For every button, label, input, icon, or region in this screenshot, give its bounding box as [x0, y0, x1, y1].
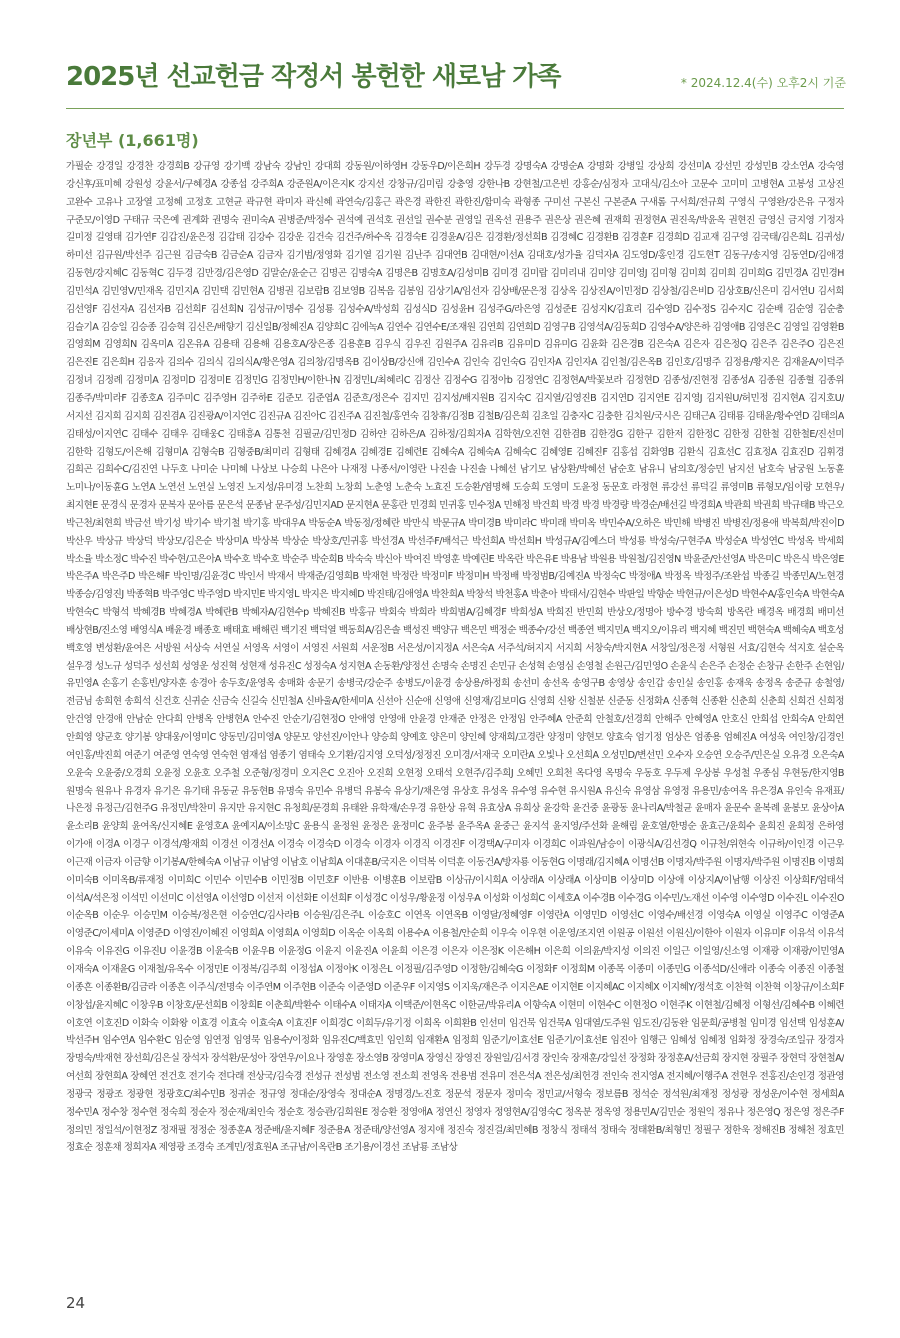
date-note: * 2024.12.4(수) 오후2시 기준	[680, 76, 846, 90]
section-title: 장년부 (1,661명)	[66, 131, 199, 150]
title-divider	[66, 108, 844, 109]
page-header	[66, 56, 846, 100]
page-title: 2025년 선교헌금 작정서 봉헌한 새로남 가족	[66, 62, 561, 92]
name-list: 가필순 강경일 강경찬 강경희B 강규영 강기백 강남숙 강남인 강대희 강동원/이하영H 강동우D/이은희H 강두경 강명숙A 강명순A 강명화 강병일 강상희 강선미A 강선민 강성민B 강소연A 강숙영 강신후/표미혜 강원성 강윤서/구혜경A 강종섭 강주희A 강준원A/이은지K 강지선 강창규/김미림 강충영 강한나B 강현철/고은빈 강홍순/심정자 고대식/김소아 고문수 고미미 고병현A 고봉성 고상진 고완수 고유나 고장열 고정혜 고정호 고현균 곽규현 곽미자 곽신혜 곽연숙/김홍근 곽은경 곽한진 곽한진/함미숙 곽형종 구미선 구본신 구본준A 구새롬 구서희/전규희 구영식 구영완/강은유 구정자 구준모/이영D 구태규 국은예 권계화 권명숙 권미숙A 권병준/박정수 권석예 권석호 권선일 권수분 권영일 권옥선 권용주 권은상 권은혜 권재희 권정현A 권진욱/박윤옥 권현진 금영신 금지영 기정자 길미정 길영태 김가연F 김갑진/윤은정 김갑태 김강수 김강운 김건숙 김건주/하수옥 김경숙E 김경윤A/김은 김경환/정선희B 김경혜C 김경환B 김경훈F 김경희D 김교재 김구영 김국태/김은희L 김귀성/하미선 김규원/박선주 김근원 김금숙B 김금순A 김금자 김기범/정영화 김기열 김기원 김난주 김대연B 김대현/이선A 김대호/성가율 김덕자A 김도영D/홍인경 김도현T 김동구/송지영 김동연D/김애경 김동현/강지혜C 김동혁C 김두경 김만경/김은영D 김말순/윤순근 김명곤 김명숙A 김명은B 김명호A/김성미B 김미경 김미랍 김미리내 김미양 김미영J 김미형 김미희 김미희 김미희G 김민경A 김민경H 김민석A 김민영V/민재옥 김민지A 김민택 김민현A 김병권 김보람B 김보영B 김복음 김봉임 김상기A/임선자 김상배/문은정 김상옥 김상진A/이민정D 김상철/김은비D 김상호B/신은미 김서연U 김서희 김선영F 김선자A 김선자B 김선희F 김선희N 김성규/이명수 김성룡 김성수A/박성희 김성식D 김성윤H 김성주G/라은영 김성준E 김성지K/김효리 김수영D 김수정S 김수지C 김순배 김순영 김순총 김슬기A 김승일 김승종 김승혁 김신은/배향기 김신일B/정혜진A 김양희C 김에녹A 김연수 김연수E/조재원 김연희 김연희D 김영구B 김영석A/김동희D 김영수A/양은하 김영애B 김영은C 김영일 김영환B 김영희M 김영희N 김옥미A 김온유A 김용태 김용해 김용호A/장은종 김용훈B 김우식 김우진 김원주A 김유리B 김유미D 김유미G 김윤화 김은경B 김은숙A 김은자 김은정Q 김은주 김은주O 김은진 김은진E 김은희H 김응자 김의수 김의식 김의식A/황은영A 김의창/김명옥B 김이상B/강신애 김인수A 김인숙 김인숙G 김인자A 김인자A 김인철/김은옥B 김인호/김명주 김정용/황지은 김재윤A/이덕주 김정녀 김정례 김정미A 김정미D 김정미E 김정민G 김정민H/이한나N 김정민L/최혜리C 김정산 김정수G 김정아b 김정연C 김정현A/박꽃보라 김정현D 김종성/진현정 김종성A 김종원 김종혈 김종위 김종주/박미라F 김종호A 김주미C 김주영H 김주하E 김준모 김준엽A 김준흐/정은수 김지민 김지성/배지원B 김지숙C 김지열/김영진B 김지연D 김지연E 김지영J 김지원U/허민정 김지현A 김지호U/서지선 김지희 김지희 김진겸A 김진광A/이지연C 김진규A 김진아C 김진주A 김진철/홍연숙 김창휴/김정B 김철B/김은희 김초일 김충자C 김충한 김치원/국시은 김태근A 김태룡 김태윤/황수연D 김태의A 김태성/이지연C 김태수 김태우 김태웅C 김태흥A 김통천 김필균/김민정D 김하얀 김하은/A 김하정/김희자A 김학현/오진현 김한겸B 김한경G 김한구 김한저 김한정C 김한정 김한철 김한철E/진선미 김한학 김형도/이은해 김형미A 김형숙B 김형중B/최미리 김형태 김혜경A 김혜경E 김혜련E 김혜숙A 김혜숙A 김혜숙C 김혜영E 김혜진F 김홍섭 김화영B 김환식 김효선C 김효정A 김효진D 김휘경 김희곤 김희수C/김진연 나두호 나미순 나미혜 나상보 나승희 나은아 나재정 나종서/이영란 나진솔 나진솔 나혜선 남기모 남상환/박혜선 남순호 남유니 남의호/정승민 남지선 남호숙 남궁원 노동휸 노미나/이동휸G 노연A 노연선 노연실 노영진 노지성/유미경 노찬희 노창희 노춘영 노춘숙 노효진 도승환/염명해 도승희 도영미 도윤정 동문호 라정현 류강선 류덕길 류영미B 류형모/임이랑 모현우/최지현E 문경식 문경자 문복자 문아름 문은석 문종남 문주성/김민지AD 문지현A 문홍란 민경희 민귀홍 민수정A 민해정 박건희 박경 박경 박경량 박경순/배선길 박경희A 박관희 박권희 박규태B 박근오 박근천/최현희 박금선 박기성 박기수 박기철 박기홍 박대우A 박동순A 박동정/정혜란 박만식 박문규A 박미경B 박미라C 박미래 박미옥 박민수A/오하은 박민해 박병진 박병진/정용애 박복희/박진이D 박산우 박상규 박상덕 박상모/김은순 박상미A 박상복 박상순 박상호/민귀홍 박선경A 박선주F/배석근 박선희A 박선희H 박성규A/김예스더 박성룡 박성숙/구현주A 박성순A 박성연C 박성옥 박세희 박소율 박소정C 박수진 박수현/고은아A 박수호 박수호 박순주 박순희B 박숙숙 박신아 박여진 박영훈 박예린E 박옥란 박은유E 박용남 박원용 박원철/김진영N 박윤준/안선영A 박은미C 박은식 박은영E 박은주A 박은주D 박은해F 박인명/김윤경C 박인서 박재서 박재준/김영희B 박재현 박정란 박정미F 박정미H 박정배 박정범B/김예진A 박정숙C 박정애A 박정옥 박정주/조완섭 박종길 박종민A/노현경 박종승/김영진J 박종혁B 박주영C 박주영D 박지민E 박지영L 박지은 박지혜D 박진태/김애영A 박찬희A 박창석 박천홍A 박춘아 박태서/김현수 박판일 박향순 박현규/이은성D 박현수A/홍인숙A 박현숙A 박현숙C 박형석 박혜경B 박혜경A 박혜란B 박혜자A/김현수p 박혜진B 박홍규 박회숙 박희라 박희범A/김혜경F 박희성A 박희진 반민희 반상오/정명아 방수경 방숙희 방옥란 배경옥 배경희 배미선 배상현B/진소영 배영식A 배윤경 배종호 배태효 배해린 백기진 백덕열 백동희A/김은솔 백성진 백양규 백은민 백정순 백종수/강선 백종연 백지민A 백지오/이유리 백지혜 백진민 백현숙A 백혜숙A 백호성 백호영 변성환/윤여은 서방원 서상숙 서연실 서영옥 서영이 서영진 서원희 서운정B 서은성/이지정A 서은숙A 서주석/허지지 서지희 서창숙/박지현A 서창일/정은정 서형원 서효/김현숙 석지호 설순옥 설우경 성노규 성덕주 성선희 성영운 성진혁 성현재 성유진C 성정숙A 성지현A 손동환/양정선 손명숙 손명진 손민규 손성혁 손영심 손영철 손원근/김민영O 손윤식 손은주 손정순 손창규 손한주 손현임/유민영A 손홍기 손홍빈/양자훈 송경아 송두호/윤영옥 송매화 송문기 송병국/강순주 송병도/이윤경 송상용/하정희 송선미 송선옥 송영구B 송영상 송인갑 송인실 송인홍 송재욱 송정옥 송준규 송철영/전금님 송희현 송희석 신건호 신귀순 신금숙 신길숙 신민철A 신바울A/한세미A 신선아 신순애 신영애 신영재/김보미G 신영희 신왕 신철분 신준동 신정화A 신종혁 신종환 신춘희 신춘희 신희건 신희정 안건영 안경애 안남순 안다희 안병옥 안병현A 안수진 안순기/김현정O 안애영 안영애 안윤경 안재준 안정은 안정임 안주혜A 안준희 안철호/선경희 안해주 안혜영A 안호신 안희섭 안희숙A 안희연 안희영 양군호 양기봉 양대웅/이영미C 양동민/김미영A 양문모 양선진/이안나 양승희 양예호 양은미 양인혜 양재희/고경란 양정미 양현모 양효숙 엄기정 엄상은 엄종용 엄혜진A 여성욱 여인창/김경인 여인홍/박진희 여준기 여준영 연숙영 연숙현 염재섭 염종기 염태숙 오기환/김지영 오덕성/정정진 오미경/서재국 오미란A 오빛나 오선희A 오성민D/변선민 오수자 오승연 오승주/민은실 오유경 오은숙A 오윤숙 오윤중/오경희 오윤정 오윤호 오주철 오준형/정경미 오지은C 오진아 오진희 오현정 오태석 오현주/김주희J 오혜민 오희천 옥다영 옥명숙 우동호 우두제 우상봉 우성철 우종심 우현동/한지영B 원명숙 원유나 유경자 유기은 유기태 유동균 유동현B 유명숙 유민수 유병덕 유봉숙 유상기/채은영 유상호 유성옥 유수영 유수현 유시원A 유신숙 유영삼 유영정 유용민/송여옥 유은경A 유인숙 유재표/나은정 유정근/김현주G 유정민/박찬미 유지만 유지현C 유청희/문경희 유태완 유학재/손우경 유한상 유혁 유효상A 유희상 윤강학 윤건중 윤광동 윤나리A/박철균 윤매자 윤문수 윤복례 윤봉모 윤상아A 윤소리B 윤양희 윤여옥/신지혜E 윤영호A 윤예지A/이소망C 윤용식 윤정원 윤정은 윤정미C 윤주봉 윤주옥A 윤중근 윤지석 윤지영/주선화 윤해림 윤호열/한명순 윤효근/윤희수 윤희진 윤희정 은하영 이가애 이경A 이경구 이경석/황재희 이경선 이경선A 이경숙 이경숙D 이경숙 이경자 이경직 이경진F 이경택A/구미자 이경희C 이과원/남승이 이광식A/김선경Q 이규천/위현숙 이규하/이인경 이근우 이근재 이금자 이금향 이기봉A/한혜숙A 이남규 이남영 이남호 이남희A 이대훈B/국지은 이덕복 이덕훈 이동건A/방자룡 이동현G 이명래/김지혜A 이명선B 이명자/박주원 이명자/박주원 이명진B 이명희 이미숙B 이미옥B/류재정 이미희C 이민수 이민수B 이민정B 이민호F 이반용 이병훈B 이보람B 이상규/이시희A 이상래A 이상래A 이상미B 이상미D 이상애 이상지A/이남행 이상진 이상희F/엄태석 이석A/석은정 이석민 이선미C 이선영A 이선영D 이선저 이선화E 이선희F 이성경C 이성우/황윤정 이성우A 이성화 이성희C 이세호A 이수경B 이수경G 이수민/노재선 이수영 이수영D 이수진L 이수진O 이순옥B 이순우 이승민M 이승복/정은현 이승연C/김사라B 이승원/김은주L 이승호C 이연옥 이연옥B 이영달/정혜영F 이영란A 이영민D 이영선C 이영수/배선경 이영숙A 이영실 이영주C 이영준A 이영준C/이세미A 이영준D 이영진/이혜진 이영희A 이영희A 이영희D 이옥순 이옥희 이용수A 이용철/안순희 이우숙 이우현 이운영/조지연 이원공 이원선 이원신/이한아 이원자 이유미F 이유석 이유석 이유숙 이유진G 이유진U 이윤경B 이윤숙B 이윤우B 이윤정G 이윤지 이윤진A 이윤희 이은경 이은자 이은정K 이은해H 이은희 이의윤/박지성 이의진 이일근 이일영/신소영 이재광 이재광/이민영A 이재숙A 이재윤G 이재철/유옥수 이정민E 이정복/김주희 이정섭A 이정아K 이정은L 이정필/김주영D 이정한/김혜숙G 이정화F 이정희M 이종목 이종미 이종민G 이종석D/신애라 이종숙 이종진 이종철 이종흔 이종환B/김금라 이종흔 이주식/전명숙 이주연M 이주현B 이준숙 이준영D 이준우F 이지영S 이지욱/재은주 이지은AE 이지현E 이지혜AC 이지혜X 이지혜Y/정석호 이찬혁 이찬혁 이창규/이소희F 이창섭/윤지혜C 이창우B 이창호/문선희B 이창희E 이춘희/박환수 이태수A 이태자A 이택준/이현옥C 이한균/박유리A 이향숙A 이현미 이현수C 이현정O 이현주K 이현철/김혜정 이형선/김혜수B 이혜련 이호연 이호진D 이화숙 이화왕 이효경 이효숙 이효숙A 이효진F 이희경C 이희두/유기정 이희옥 이희환B 인선미 임건묵 임건묵A 임대열/도주원 임도진/김동완 임문희/공병철 임미경 임선택 임성훈A/박선주H 임수연A 임수환C 임순영 임연정 임영묵 임용수/이정화 임유진C/백효민 임인희 임재환A 임정희 임준기/이효선E 임준기/이효선E 임진아 임행근 임혜성 임혜정 임화정 장경숙/조일규 장경자 장명숙/박재현 장선희/김은실 장석자 장석환/문성아 장연우/이요나 장영훈 장소영B 장영미A 장영신 장영진 장원일/김서경 장인숙 장재훈/강일선 장정화 장정훈A/선금희 장지현 장필주 장현덕 장현철A/여선희 장현희A 장혜연 전건호 전기숙 전다래 전상국/김숙경 전성규 전성범 전소영 전소희 전영옥 전용범 전유미 전은석A 전은성/최헌경 전인숙 전지영A 전지혜/이행주A 전현우 전홍진/손인경 정관영 정광국 정광조 정광현 정광호C/최수민B 정귀순 정규영 정대순/장영숙 정대순A 정명경/노진호 정문석 정문자 정미숙 정민교/서형숙 정보름B 정석순 정석원/최재정 정성광 정성운/이수현 정세희A 정수민A 정수창 정수현 정숙희 정순자 정순재/최인숙 정순호 정승관/김희원E 정승환 정영애A 정연신 정영자 정영현A/김영숙C 정옥분 정옥영 정용민A/김민순 정원익 정유나 정은영Q 정은영 정은주F 정의민 정일석/이현정Z 정재필 정정순 정종훈A 정준배/윤지혜F 정준용A 정준태/양선영A 정지애 정진숙 정진걸/최민혜B 정창식 정태석 정태숙 정태환B/최형민 정필구 정한욱 정해진B 정해천 정효민 정효순 정훈채 정희자A 제영광 조경숙 조계민/정효원A 조규남/이옥란B 조기용/이경선 조남룡 조남상	[66, 161, 844, 1154]
page-number: 24	[66, 1294, 86, 1312]
